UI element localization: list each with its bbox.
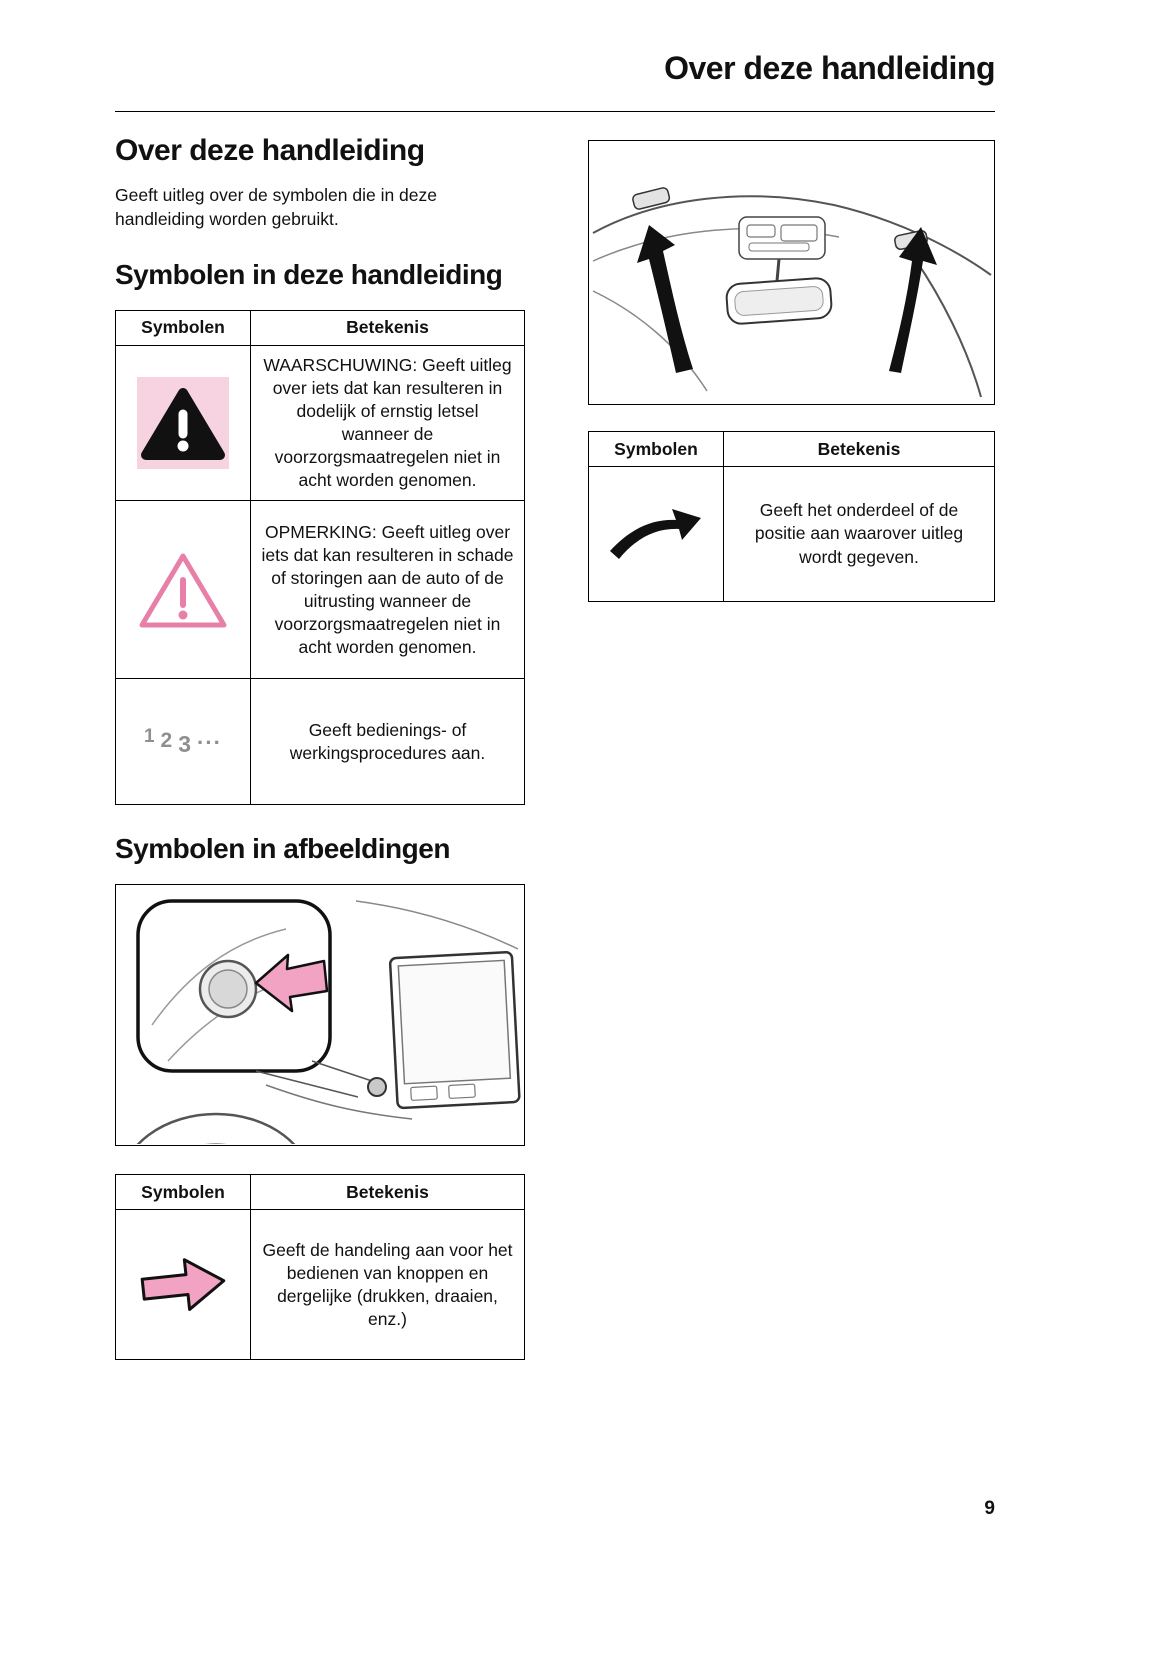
symbol-cell <box>116 501 251 679</box>
image-symbols-table <box>115 1174 525 1360</box>
pointer-arrow-left <box>637 225 693 373</box>
step-number-3: 3 <box>178 731 192 758</box>
table-row <box>589 467 995 602</box>
right-column <box>588 134 995 602</box>
page-number: 9 <box>984 1498 995 1519</box>
power-button-illustration-drawing <box>116 885 523 1144</box>
caution-triangle-icon <box>135 546 231 634</box>
content-columns <box>115 134 995 1360</box>
power-button-illustration <box>115 884 525 1146</box>
pointer-symbols-table <box>588 431 995 602</box>
meaning-column-header: Betekenis <box>251 1175 525 1210</box>
table-row <box>116 345 525 501</box>
meaning-cell: Geeft het onderdeel of de positie aan waarover uitleg wordt gegeven. <box>724 467 995 602</box>
symbol-cell <box>589 467 724 602</box>
intro-paragraph: Geeft uitleg over de symbolen die in deze handleiding worden gebruikt. <box>115 184 437 229</box>
symbol-cell <box>116 345 251 501</box>
section-title: Over deze handleiding <box>115 134 425 167</box>
meaning-cell: Geeft de handeling aan voor het bedienen van knoppen en dergelijke (drukken, draaien, enz.) <box>251 1210 525 1360</box>
symbols-column-header: Symbolen <box>116 310 251 345</box>
action-arrow-icon <box>137 1249 229 1321</box>
table-row <box>116 501 525 679</box>
warning-triangle-icon <box>137 377 229 469</box>
symbol-cell <box>116 679 251 805</box>
symbols-in-images-heading: Symbolen in afbeeldingen <box>115 833 450 865</box>
header-rule <box>115 111 995 112</box>
table-row <box>116 1210 525 1360</box>
meaning-cell: OPMERKING: Geeft uitleg over iets dat kan resulteren in schade of storingen aan de auto of de uitrusting wanneer de voorzorgsmaatregelen niet in acht worden genomen. <box>251 501 525 679</box>
step-numbers-icon <box>141 726 225 758</box>
ceiling-lights-illustration-drawing <box>589 141 993 403</box>
ceiling-lights-illustration <box>588 140 995 405</box>
symbols-in-manual-heading: Symbolen in deze handleiding <box>115 258 503 290</box>
page-header-title: Over deze handleiding <box>664 50 995 86</box>
table-row <box>116 679 525 805</box>
meaning-cell: Geeft bedienings- of werkingsprocedures aan. <box>251 679 525 805</box>
table-header-row <box>116 310 525 345</box>
symbol-cell <box>116 1210 251 1360</box>
meaning-column-header: Betekenis <box>724 432 995 467</box>
symbols-column-header: Symbolen <box>116 1175 251 1210</box>
symbols-column-header: Symbolen <box>589 432 724 467</box>
table-header-row <box>589 432 995 467</box>
meaning-cell: WAARSCHUWING: Geeft uitleg over iets dat kan resulteren in dodelijk of ernstig letsel wanneer de voorzorgsmaatregelen niet in acht worden genomen. <box>251 345 525 501</box>
pointer-arrow-right <box>889 227 937 373</box>
pointer-arrow-icon <box>606 505 706 563</box>
meaning-column-header: Betekenis <box>251 310 525 345</box>
step-number-1: 1 <box>143 726 155 748</box>
table-header-row <box>116 1175 525 1210</box>
manual-symbols-table <box>115 310 525 806</box>
step-number-2: 2 <box>160 729 173 753</box>
step-ellipsis: ··· <box>197 730 223 756</box>
left-column <box>115 134 525 1360</box>
